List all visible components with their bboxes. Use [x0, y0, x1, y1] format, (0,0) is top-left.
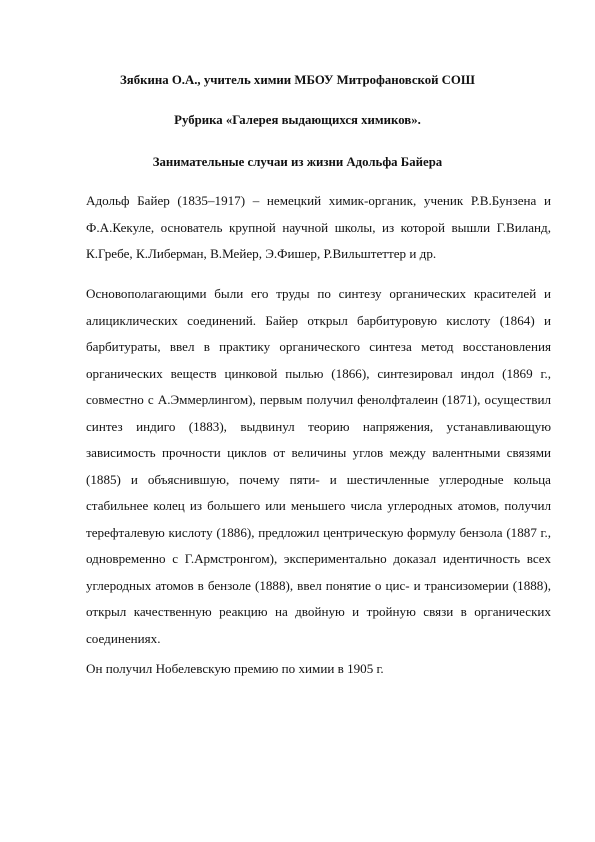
rubric-heading: Рубрика «Галерея выдающихся химиков».: [174, 113, 421, 127]
paragraph-intro: Адольф Байер (1835–1917) – немецкий химик-органик, ученик Р.В.Бунзена и Ф.А.Кекуле, основатель крупной научной школы, из которой вышли Г.Виланд, К.Гребе, К.Либерман, В.Мейер, Э.Фишер, Р.Вильштеттер и др.: [86, 193, 551, 261]
page-title: Занимательные случаи из жизни Адольфа Байера: [152, 155, 443, 169]
author-line: Зябкина О.А., учитель химии МБОУ Митрофановской СОШ: [120, 73, 475, 87]
paragraph-nobel: Он получил Нобелевскую премию по химии в 1905 г.: [86, 661, 384, 676]
paragraph-works: Основополагающими были его труды по синтезу органических красителей и алициклических соединений. Байер открыл барбитуровую кислоту (1864) и барбитураты, ввел в практику органического синтеза метод восстановления органических веществ цинковой пылью (1866), синтезировал индол (1869 г., совместно с А.Эммерлингом), первым получил фенолфталеин (1871), осуществил синтез индиго (1883), выдвинул теорию напряжения, устанавливающую зависимость прочности циклов от величины углов между валентными связями (1885) и объяснившую, почему пяти- и шестичленные углеродные кольца стабильнее колец из большего или меньшего числа углеродных атомов, получил терефталевую кислоту (1886), предложил центрическую формулу бензола (1887 г., одновременно с Г.Армстронгом), экспериментально доказал идентичность всех углеродных атомов в бензоле (1888), ввел понятие о цис- и трансизомерии (1888), открыл качественную реакцию на двойную и тройную связи в органических соединениях.: [86, 286, 551, 646]
